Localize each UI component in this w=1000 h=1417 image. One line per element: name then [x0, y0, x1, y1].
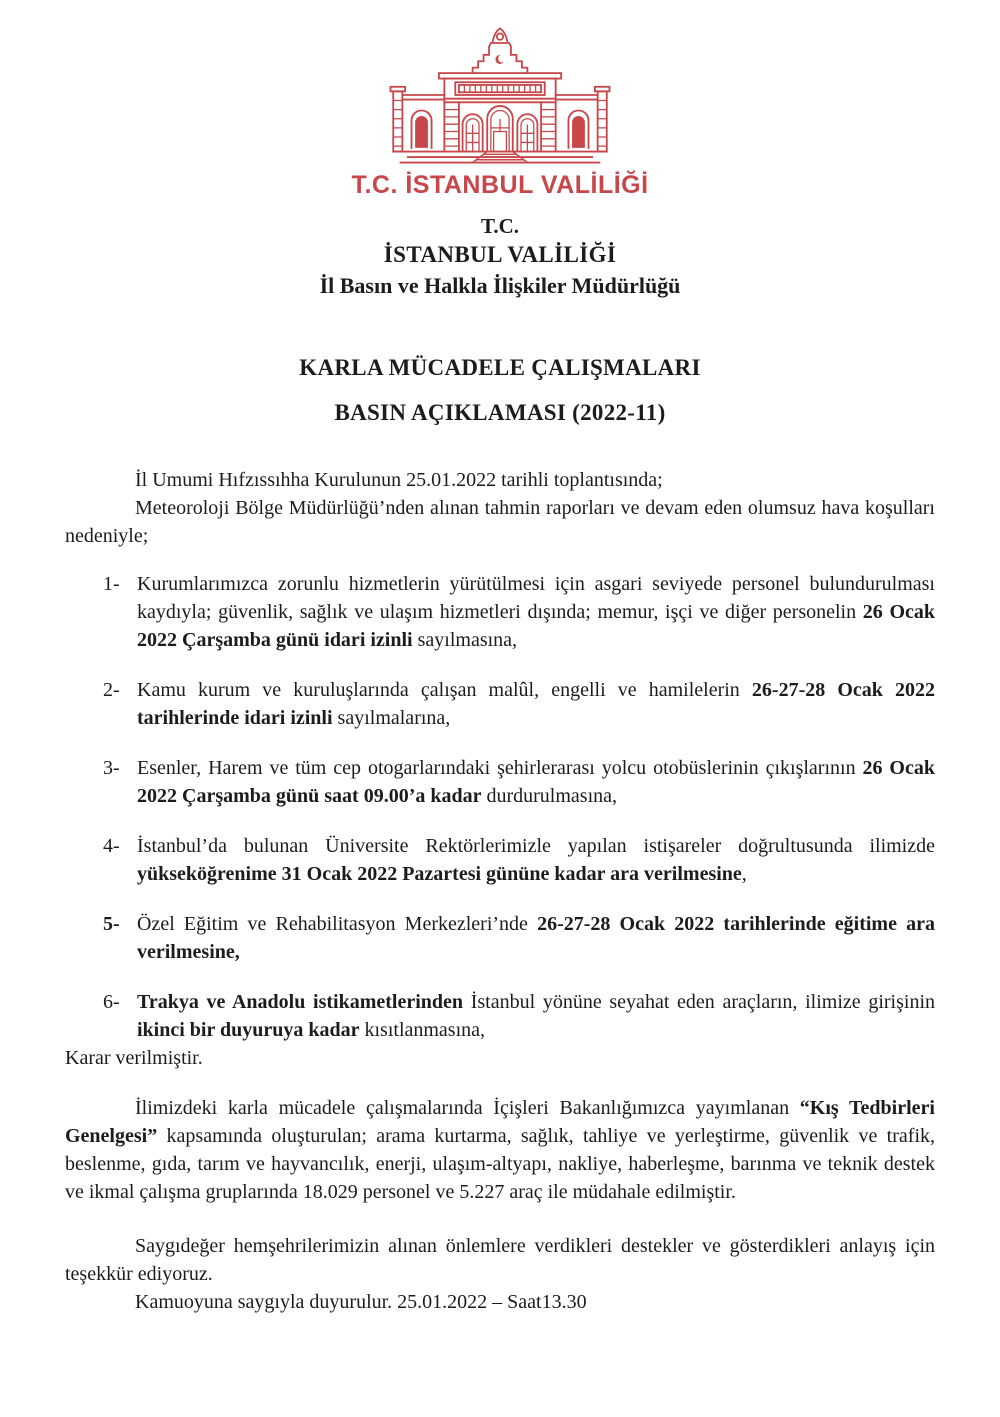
logo-block — [65, 0, 935, 200]
closing-line: Kamuoyuna saygıyla duyurulur. 25.01.2022 – Saat13.30 — [135, 1291, 587, 1313]
governorship-building-icon — [372, 22, 628, 168]
item-number: 6- — [103, 991, 120, 1013]
letterhead — [65, 214, 935, 299]
letterhead-tc: T.C. — [480, 214, 520, 238]
letterhead-mudurluk: İl Basın ve Halkla İlişkiler Müdürlüğü — [319, 273, 681, 298]
list-item — [103, 988, 935, 1044]
decision-list — [103, 570, 935, 1044]
intro-paragraph: İl Umumi Hıfzıssıhha Kurulunun 25.01.2022 tarihli toplantısında; — [135, 469, 663, 491]
document-subtitle: BASIN AÇIKLAMASI (2022-11) — [334, 400, 666, 425]
item-text: Kamu kurum ve kuruluşlarında çalışan malûl, engelli ve hamilelerin 26-27-28 Ocak 2022 tarihlerinde idari izinli sayılmalarına, — [137, 679, 935, 729]
list-item — [103, 832, 935, 888]
item-number: 1- — [103, 573, 120, 595]
item-number: 3- — [103, 757, 120, 779]
list-item — [103, 754, 935, 810]
body-paragraph: İlimizdeki karla mücadele çalışmalarında İçişleri Bakanlığımızca yayımlanan “Kış Tedbirleri Genelgesi” kapsamında oluşturulan; arama kurtarma, sağlık, tahliye ve yerleştirme, güvenlik ve trafik, beslenme, gıda, tarım ve hayvancılık, enerji, ulaşım-altyapı, nakliye, haberleşme, barınma ve teknik destek ve ikmal çalışma gruplarında 18.029 personel ve 5.227 araç ile müdahale edilmiştir. — [65, 1097, 935, 1203]
item-text: Özel Eğitim ve Rehabilitasyon Merkezleri’nde 26-27-28 Ocak 2022 tarihlerinde eğitime ara verilmesine, — [137, 913, 935, 963]
body-paragraphs — [65, 1094, 935, 1288]
body-paragraph: Saygıdeğer hemşehrilerimizin alınan önlemlere verdikleri destekler ve gösterdikleri anlayış için teşekkür ediyoruz. — [65, 1235, 935, 1285]
intro-paragraphs — [65, 466, 935, 550]
list-item — [103, 676, 935, 732]
item-text: Esenler, Harem ve tüm cep otogarlarındaki şehirlerarası yolcu otobüslerinin çıkışlarının 26 Ocak 2022 Çarşamba günü saat 09.00’a kadar durdurulmasına, — [137, 757, 935, 807]
letterhead-valilik: İSTANBUL VALİLİĞİ — [383, 242, 617, 267]
item-number: 4- — [103, 835, 120, 857]
decision-closing-line: Karar verilmiştir. — [65, 1047, 203, 1069]
logo-caption: T.C. İSTANBUL VALİLİĞİ — [351, 171, 649, 199]
intro-paragraph: Meteoroloji Bölge Müdürlüğü’nden alınan tahmin raporları ve devam eden olumsuz hava koşulları nedeniyle; — [65, 497, 935, 547]
document-title: KARLA MÜCADELE ÇALIŞMALARI — [299, 355, 701, 380]
item-text: Trakya ve Anadolu istikametlerinden İstanbul yönüne seyahat eden araçların, ilimize girişinin ikinci bir duyuruya kadar kısıtlanmasına, — [137, 991, 935, 1041]
list-item — [103, 570, 935, 654]
item-number: 5- — [103, 913, 120, 935]
item-number: 2- — [103, 679, 120, 701]
item-text: İstanbul’da bulunan Üniversite Rektörlerimizle yapılan istişareler doğrultusunda ilimizde yükseköğrenime 31 Ocak 2022 Pazartesi gününe kadar ara verilmesine, — [137, 835, 935, 885]
item-text: Kurumlarımızca zorunlu hizmetlerin yürütülmesi için asgari seviyede personel bulundurulması kaydıyla; güvenlik, sağlık ve ulaşım hizmetleri dışında; memur, işçi ve diğer personelin 26 Ocak 2022 Çarşamba günü idari izinli sayılmasına, — [137, 573, 935, 651]
list-item — [103, 910, 935, 966]
